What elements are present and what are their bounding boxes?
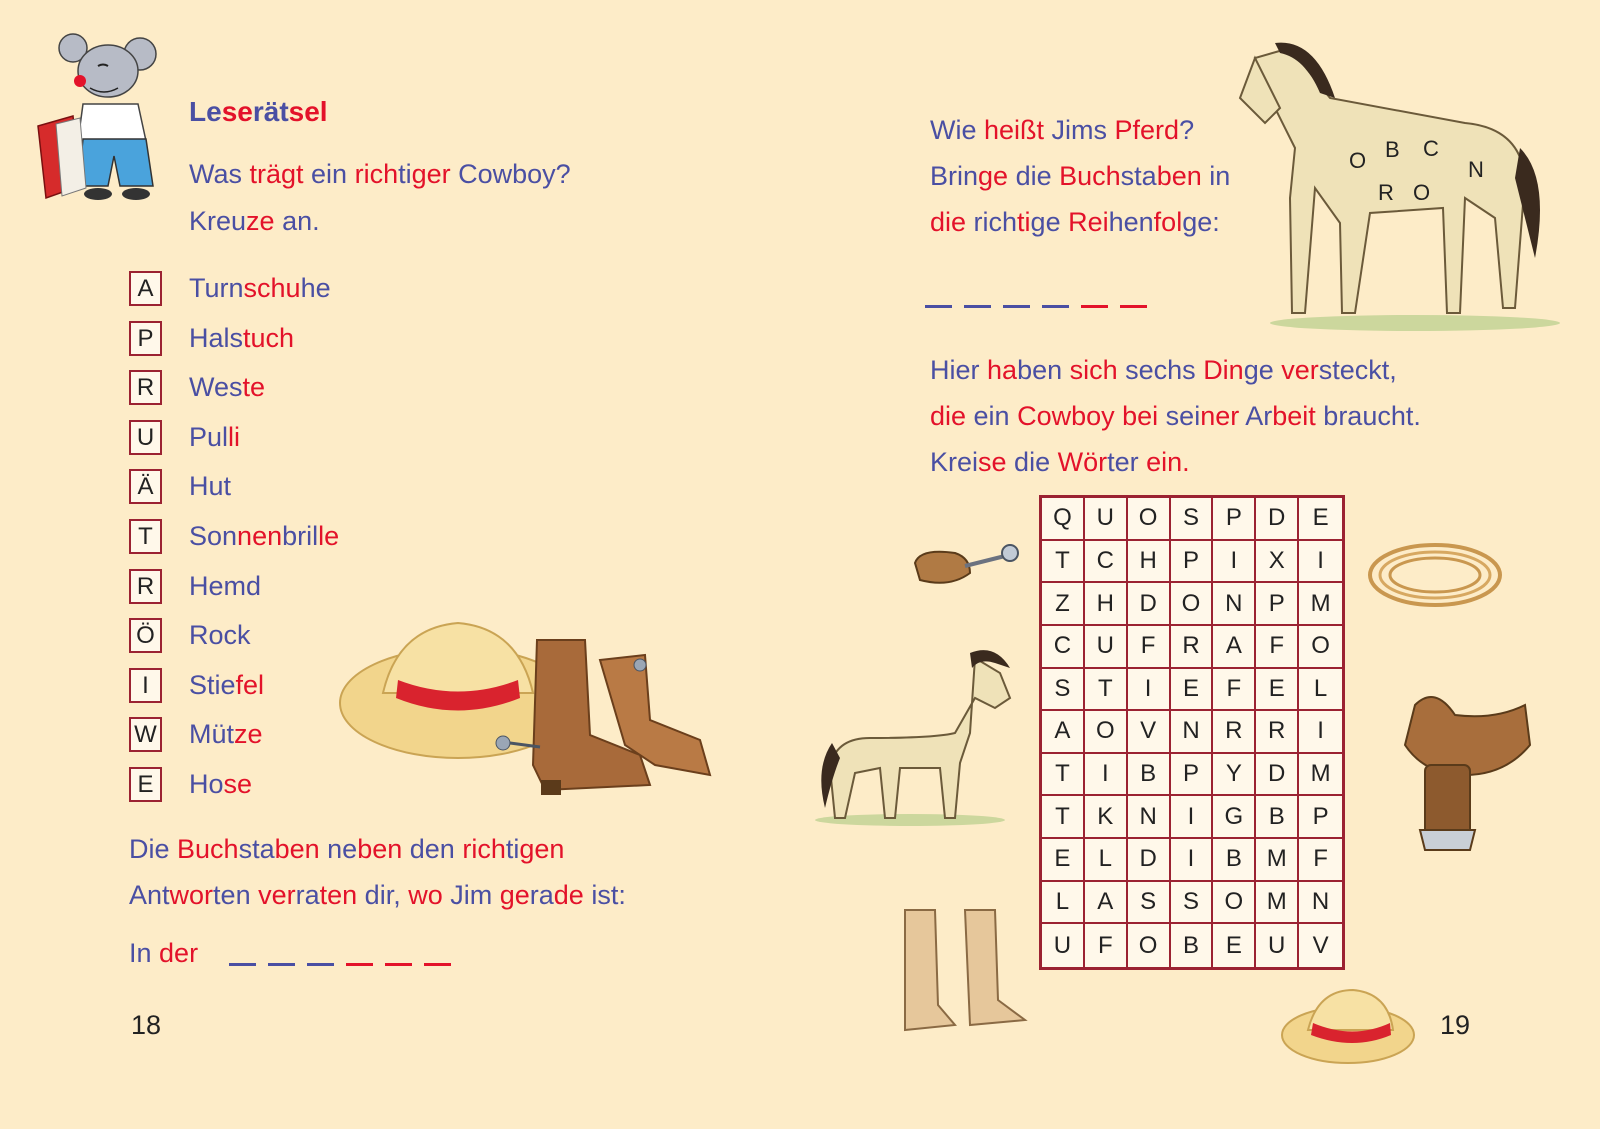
grid-cell[interactable]: E (1171, 669, 1214, 712)
text-segment: rich (354, 159, 399, 189)
option-checkbox[interactable]: U (129, 420, 162, 455)
text-segment: ein (966, 401, 1018, 431)
text-segment: ze (246, 206, 275, 236)
text-segment: ben (1156, 161, 1202, 191)
grid-cell[interactable]: M (1299, 583, 1342, 626)
text-segment: Ant (129, 880, 170, 910)
text-segment: Stie (189, 670, 236, 700)
text-segment: Wör (1057, 447, 1108, 477)
grid-cell[interactable]: Y (1213, 754, 1256, 797)
text-segment: ver (1281, 355, 1319, 385)
grid-cell[interactable]: F (1085, 924, 1128, 967)
text-segment: Ho (189, 769, 224, 799)
grid-cell[interactable]: I (1128, 669, 1171, 712)
text-segment: heißt (984, 115, 1045, 145)
horse-letter: R (1378, 180, 1394, 205)
grid-cell[interactable]: F (1256, 626, 1299, 669)
text-segment: In (129, 938, 160, 968)
grid-cell[interactable]: D (1256, 498, 1299, 541)
letter-blank[interactable] (1120, 305, 1147, 308)
grid-cell[interactable]: I (1171, 839, 1214, 882)
option-checkbox[interactable]: T (129, 519, 162, 554)
grid-cell[interactable]: M (1256, 839, 1299, 882)
text-segment: sta (1120, 161, 1157, 191)
text-segment: ti (505, 834, 520, 864)
wordsearch-line-2 (930, 403, 1421, 430)
saddle-icon (1395, 685, 1540, 860)
text-segment: Rei (1068, 207, 1109, 237)
text-segment: Ar (1239, 401, 1273, 431)
grid-cell[interactable]: O (1213, 882, 1256, 925)
option-label (189, 672, 264, 699)
grid-cell[interactable]: S (1171, 882, 1214, 925)
option-label (189, 424, 240, 451)
text-segment: ver (258, 880, 296, 910)
text-segment: ge (1030, 207, 1069, 237)
horse-letter: C (1423, 136, 1439, 161)
wordsearch-line-3 (930, 449, 1190, 476)
grid-cell[interactable]: L (1085, 839, 1128, 882)
grid-cell[interactable]: A (1213, 626, 1256, 669)
option-checkbox[interactable]: I (129, 668, 162, 703)
option-label (189, 275, 331, 302)
horse-letter: N (1468, 157, 1484, 182)
grid-cell[interactable]: A (1042, 711, 1085, 754)
grid-cell[interactable]: B (1171, 924, 1214, 967)
text-segment: te (242, 372, 266, 402)
answer-blanks[interactable] (229, 938, 463, 968)
text-segment: ben (274, 834, 320, 864)
text-segment: Hemd (189, 571, 262, 601)
text-segment: ? (1179, 115, 1195, 145)
text-segment: se (978, 447, 1007, 477)
text-segment: an. (274, 206, 320, 236)
text-segment: dir, (357, 880, 409, 910)
text-segment: den (402, 834, 463, 864)
option-checkbox[interactable]: P (129, 321, 162, 356)
grid-cell[interactable]: N (1213, 583, 1256, 626)
text-segment: Cowboy? (450, 159, 571, 189)
text-segment: Die (129, 834, 178, 864)
letter-blank[interactable] (229, 963, 256, 966)
grid-cell[interactable]: Z (1042, 583, 1085, 626)
text-segment: die (930, 401, 967, 431)
text-segment: Brin (930, 161, 979, 191)
boots-pair-icon (880, 905, 1030, 1040)
text-segment: ner (1200, 401, 1240, 431)
grid-cell[interactable]: M (1256, 882, 1299, 925)
text-segment: ten (213, 880, 259, 910)
horse-question-line-2 (930, 163, 1230, 190)
grid-cell[interactable]: S (1128, 882, 1171, 925)
text-segment: schu (243, 273, 301, 303)
grid-cell[interactable]: L (1042, 882, 1085, 925)
text-segment: Müt (189, 719, 235, 749)
text-segment: fel (235, 670, 265, 700)
text-segment: he (300, 273, 331, 303)
text-segment: wor (169, 880, 214, 910)
text-segment: der (159, 938, 199, 968)
grid-cell[interactable]: B (1213, 839, 1256, 882)
option-checkbox[interactable]: R (129, 569, 162, 604)
small-hat-icon (1278, 985, 1418, 1075)
text-segment: Was (189, 159, 250, 189)
grid-cell[interactable]: O (1171, 583, 1214, 626)
text-segment: sich (1069, 355, 1118, 385)
grid-cell[interactable]: R (1213, 711, 1256, 754)
text-segment: hen (1108, 207, 1154, 237)
grid-cell[interactable]: H (1085, 583, 1128, 626)
text-segment: Hut (189, 471, 232, 501)
grid-cell[interactable]: O (1128, 924, 1171, 967)
text-segment: ben (1017, 355, 1070, 385)
wordsearch-line-1 (930, 357, 1397, 384)
grid-cell[interactable]: I (1299, 711, 1342, 754)
text-segment: Buch (177, 834, 239, 864)
text-segment: ger (411, 159, 451, 189)
grid-cell[interactable]: C (1042, 626, 1085, 669)
word-search-grid[interactable] (1039, 495, 1345, 970)
page-number-right: 19 (1440, 1010, 1471, 1040)
text-segment: in (1201, 161, 1231, 191)
text-segment: ein (303, 159, 355, 189)
letter-blank[interactable] (424, 963, 451, 966)
answer-line (129, 940, 463, 967)
text-segment: sta (238, 834, 275, 864)
grid-cell[interactable]: E (1213, 924, 1256, 967)
text-segment: tuch (243, 323, 295, 353)
grid-cell[interactable]: F (1128, 626, 1171, 669)
text-segment: Son (189, 521, 238, 551)
text-segment: rich (966, 207, 1018, 237)
grid-cell[interactable]: O (1128, 498, 1171, 541)
text-segment: ter (1107, 447, 1147, 477)
horse-icon (1235, 28, 1565, 338)
text-segment: ben (357, 834, 403, 864)
text-segment: se (221, 96, 253, 127)
text-segment: steckt, (1318, 355, 1397, 385)
text-segment: ge (978, 161, 1009, 191)
grid-cell[interactable]: D (1256, 754, 1299, 797)
page-number-left: 18 (131, 1010, 162, 1040)
text-segment: Hier (930, 355, 988, 385)
text-segment: ten (319, 880, 358, 910)
text-segment: ti (1017, 207, 1031, 237)
text-segment: Cowboy (1017, 401, 1115, 431)
grid-cell[interactable]: V (1312, 931, 1329, 959)
text-segment: le (318, 521, 340, 551)
letter-blank[interactable] (307, 963, 334, 966)
text-segment: Kreu (189, 206, 247, 236)
question-line-2 (189, 208, 320, 235)
grid-cell[interactable]: T (1042, 754, 1085, 797)
text-segment: ein. (1146, 447, 1190, 477)
text-segment: Turn (189, 273, 244, 303)
text-segment: ge (1243, 355, 1282, 385)
text-segment: die (1006, 447, 1058, 477)
text-segment: ge (499, 880, 530, 910)
text-segment: ha (987, 355, 1018, 385)
text-segment: fol (1153, 207, 1183, 237)
grid-cell[interactable]: N (1128, 796, 1171, 839)
option-label (189, 721, 263, 748)
grid-cell[interactable]: T (1042, 541, 1085, 584)
grid-cell[interactable]: R (1171, 626, 1214, 669)
small-horse-icon (810, 638, 1025, 828)
grid-cell[interactable]: I (1299, 541, 1342, 584)
grid-cell[interactable]: K (1085, 796, 1128, 839)
option-label (189, 473, 231, 500)
mouse-reading-icon (28, 26, 163, 206)
text-segment: rät (252, 96, 289, 127)
lasso-icon (1365, 535, 1505, 615)
option-label (189, 771, 252, 798)
horse-letter: B (1385, 137, 1400, 162)
text-segment: Hals (189, 323, 244, 353)
grid-cell[interactable]: S (1171, 498, 1214, 541)
text-segment: rich (462, 834, 506, 864)
letter-blank[interactable] (1042, 305, 1069, 308)
text-segment: ra (295, 880, 320, 910)
grid-cell[interactable]: E (1299, 498, 1342, 541)
grid-cell[interactable]: F (1299, 839, 1342, 882)
grid-cell[interactable]: H (1128, 541, 1171, 584)
text-segment: Krei (930, 447, 979, 477)
text-segment: die (930, 207, 967, 237)
grid-cell[interactable]: E (1256, 669, 1299, 712)
horse-question-line-3 (930, 209, 1220, 236)
grid-cell[interactable]: E (1042, 839, 1085, 882)
grid-cell[interactable]: I (1085, 754, 1128, 797)
text-segment: ne (319, 834, 358, 864)
text-segment: se (223, 769, 253, 799)
option-checkbox[interactable]: Ö (129, 618, 162, 653)
grid-cell[interactable]: D (1128, 583, 1171, 626)
grid-cell[interactable]: P (1256, 583, 1299, 626)
text-segment: sechs (1117, 355, 1204, 385)
letter-blank[interactable] (385, 963, 412, 966)
grid-cell[interactable]: S (1042, 669, 1085, 712)
grid-cell[interactable]: B (1128, 754, 1171, 797)
text-segment: Pferd (1114, 115, 1180, 145)
text-segment: ra (529, 880, 554, 910)
text-segment: ti (398, 159, 412, 189)
text-segment: wo (408, 880, 443, 910)
grid-cell[interactable]: L (1299, 669, 1342, 712)
text-segment: die (1008, 161, 1060, 191)
cowboy-boots-icon (485, 635, 720, 810)
grid-cell[interactable]: X (1256, 541, 1299, 584)
grid-cell[interactable]: B (1256, 796, 1299, 839)
question-line-1 (189, 161, 571, 188)
grid-cell[interactable]: A (1085, 882, 1128, 925)
hint-line-1 (129, 836, 564, 863)
grid-cell[interactable]: D (1128, 839, 1171, 882)
text-segment: Jims (1044, 115, 1115, 145)
option-checkbox[interactable]: Ä (129, 469, 162, 504)
grid-cell[interactable]: P (1299, 796, 1342, 839)
text-segment: nen (237, 521, 283, 551)
grid-cell[interactable]: G (1213, 796, 1256, 839)
text-segment: bei (1122, 401, 1159, 431)
grid-cell[interactable]: M (1299, 754, 1342, 797)
option-checkbox[interactable]: A (129, 271, 162, 306)
grid-cell[interactable]: Q (1042, 498, 1085, 541)
text-segment: ze (234, 719, 263, 749)
grid-cell[interactable]: F (1213, 669, 1256, 712)
text-segment: ist: (583, 880, 626, 910)
text-segment: Buch (1059, 161, 1121, 191)
horse-letter: O (1349, 148, 1367, 173)
text-segment: Le (189, 96, 222, 127)
text-segment (1115, 401, 1123, 431)
grid-cell[interactable]: I (1171, 796, 1214, 839)
page-title (189, 96, 328, 128)
text-segment: ge: (1182, 207, 1220, 237)
text-segment: Pul (189, 422, 229, 452)
grid-cell[interactable]: P (1213, 498, 1256, 541)
letter-blank[interactable] (964, 305, 991, 308)
text-segment: Din (1203, 355, 1244, 385)
option-label (189, 523, 339, 550)
hint-line-2 (129, 882, 626, 909)
grid-cell[interactable]: O (1299, 626, 1342, 669)
grid-cell[interactable]: U (1042, 924, 1085, 967)
answer-prefix (129, 938, 198, 968)
letter-blank[interactable] (925, 305, 952, 308)
letter-blank[interactable] (1003, 305, 1030, 308)
text-segment: beit (1272, 401, 1316, 431)
option-label (189, 622, 251, 649)
grid-cell[interactable]: T (1085, 669, 1128, 712)
spur-icon (910, 538, 1025, 593)
text-segment: sel (288, 96, 328, 127)
text-segment: Rock (189, 620, 251, 650)
horse-question-line-1 (930, 117, 1194, 144)
option-label (189, 374, 265, 401)
grid-cell[interactable]: I (1213, 541, 1256, 584)
grid-cell[interactable]: P (1171, 754, 1214, 797)
text-segment: trägt (249, 159, 304, 189)
text-segment: Wes (189, 372, 243, 402)
option-checkbox[interactable]: E (129, 767, 162, 802)
grid-cell[interactable]: N (1299, 882, 1342, 925)
option-checkbox[interactable]: R (129, 370, 162, 405)
grid-cell[interactable]: T (1042, 796, 1085, 839)
text-segment: Wie (930, 115, 984, 145)
grid-cell[interactable]: U (1085, 626, 1128, 669)
option-checkbox[interactable]: W (129, 717, 162, 752)
grid-cell[interactable]: V (1128, 711, 1171, 754)
text-segment: gen (519, 834, 565, 864)
grid-cell[interactable]: N (1171, 711, 1214, 754)
text-segment: braucht. (1315, 401, 1421, 431)
horse-answer-blanks[interactable] (925, 282, 1159, 309)
text-segment: sei (1158, 401, 1201, 431)
text-segment: bril (282, 521, 319, 551)
option-label (189, 573, 261, 600)
letter-blank[interactable] (1081, 305, 1108, 308)
grid-cell[interactable]: U (1085, 498, 1128, 541)
option-label (189, 325, 294, 352)
grid-cell[interactable]: R (1256, 711, 1299, 754)
grid-cell[interactable]: C (1085, 541, 1128, 584)
letter-blank[interactable] (346, 963, 373, 966)
letter-blank[interactable] (268, 963, 295, 966)
text-segment: de (553, 880, 584, 910)
horse-letter: O (1413, 180, 1431, 205)
grid-cell[interactable]: U (1256, 924, 1299, 967)
grid-cell[interactable]: O (1085, 711, 1128, 754)
grid-cell[interactable]: P (1171, 541, 1214, 584)
text-segment: Jim (442, 880, 500, 910)
text-segment: li (228, 422, 241, 452)
